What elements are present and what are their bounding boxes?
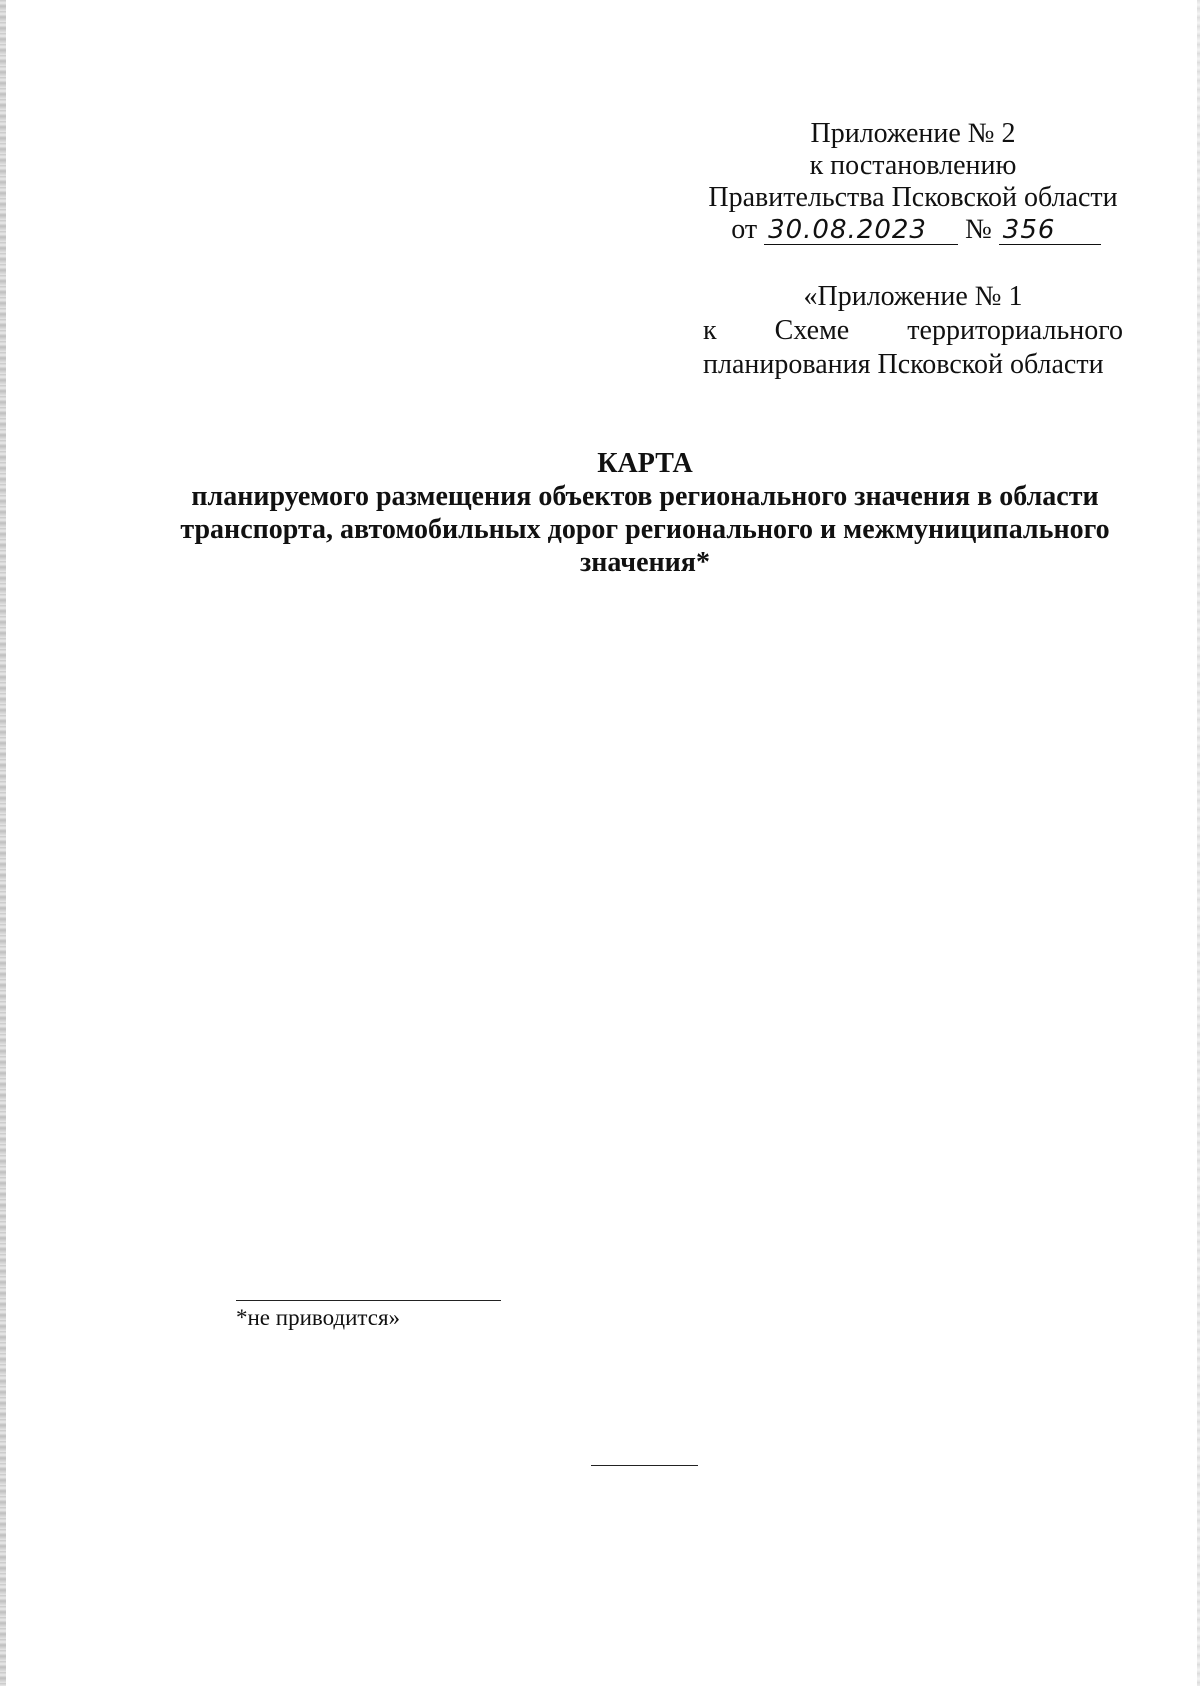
end-divider	[591, 1465, 698, 1466]
reference-word-3: территориального	[907, 315, 1123, 346]
reference-word-1: к	[703, 315, 717, 346]
handwritten-number: 356	[999, 216, 1101, 245]
title-subtitle: планируемого размещения объектов регионального значения в области транспорта, автомобильных дорог регионального и межмуниципального значения*	[180, 481, 1110, 578]
footnote-text: *не приводится»	[236, 1305, 401, 1330]
footnote-divider	[236, 1300, 501, 1301]
scan-edge-left	[0, 0, 6, 1686]
number-sign: №	[965, 214, 992, 245]
date-number-line	[703, 214, 1123, 246]
authority-line: Правительства Псковской области	[708, 182, 1118, 213]
to-resolution-line: к постановлению	[809, 150, 1017, 181]
attachment-header	[703, 118, 1123, 246]
handwritten-date: 30.08.2023	[764, 216, 958, 245]
reference-word-2: Схеме	[774, 315, 850, 346]
reference-attachment-label: «Приложение № 1	[803, 281, 1023, 312]
attachment-label: Приложение № 2	[810, 118, 1016, 149]
document-title	[150, 447, 1140, 579]
title-main: КАРТА	[597, 448, 693, 479]
reference-line-2	[703, 314, 1123, 348]
date-prefix: от	[731, 214, 758, 245]
reference-line-3: планирования Псковской области	[703, 349, 1104, 380]
reference-block	[703, 280, 1123, 382]
